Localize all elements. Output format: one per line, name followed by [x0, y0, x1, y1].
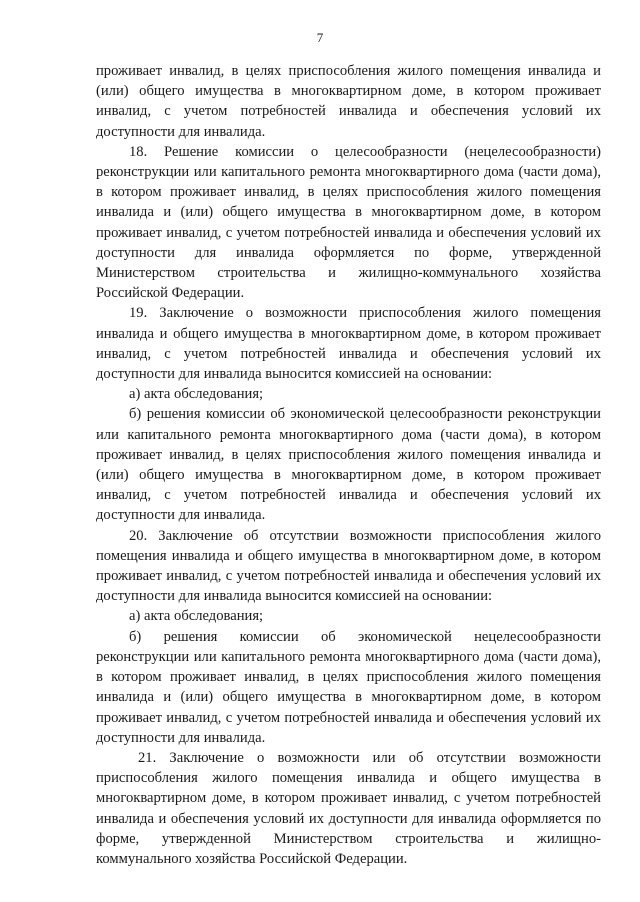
paragraph-item-18: 18. Решение комиссии о целесообразности (нецелесообразности) реконструкции или капитального ремонта многоквартирного дома (части дома), в котором проживает инвалид, в целях приспособления жилого помещения инвалида и (или) общего имущества в многоквартирном доме, в котором проживает инвалид, с учетом потребностей инвалида и обеспечения условий их доступности для инвалида оформляется по форме, утвержденной Министерством строительства и жилищно-коммунального хозяйства Российской Федерации. [96, 143, 601, 302]
document-body [96, 61, 601, 869]
paragraph-item-20-b: б) решения комиссии об экономической нецелесообразности реконструкции или капитального ремонта многоквартирного дома (части дома), в котором проживает инвалид, в целях приспособления жилого помещения инвалида и (или) общего имущества в многоквартирном доме, в котором проживает инвалид, с учетом потребностей инвалида и обеспечения условий их доступности для инвалида. [96, 628, 601, 746]
paragraph-item-19-a: а) акта обследования; [129, 386, 264, 403]
paragraph-item-19-b: б) решения комиссии об экономической целесообразности реконструкции или капитального ремонта многоквартирного дома (части дома), в котором проживает инвалид, в целях приспособления жилого помещения инвалида и (или) общего имущества в многоквартирном доме, в котором проживает инвалид, с учетом потребностей инвалида и обеспечения условий их доступности для инвалида. [96, 406, 601, 524]
paragraph-item-21: 21. Заключение о возможности или об отсутствии возможности приспособления жилого помещения инвалида и общего имущества в многоквартирном доме, в котором проживает инвалид, с учетом потребностей инвалида и обеспечения условий их доступности для инвалида оформляется по форме, утвержденной Министерством строительства и жилищно-коммунального хозяйства Российской Федерации. [96, 749, 601, 867]
page-number: 7 [316, 30, 324, 45]
paragraph-item-19: 19. Заключение о возможности приспособления жилого помещения инвалида и общего имущества в многоквартирном доме, в котором проживает инвалид, с учетом потребностей инвалида и обеспечения условий их доступности для инвалида выносится комиссией на основании: [96, 305, 601, 383]
paragraph-item-20: 20. Заключение об отсутствии возможности приспособления жилого помещения инвалида и общего имущества в многоквартирном доме, в котором проживает инвалид, с учетом потребностей инвалида и обеспечения условий их доступности для инвалида выносится комиссией на основании: [96, 527, 601, 605]
paragraph-continuation: проживает инвалид, в целях приспособления жилого помещения инвалида и (или) общего имущества в многоквартирном доме, в котором проживает инвалид, с учетом потребностей инвалида и обеспечения условий их доступности для инвалида. [96, 63, 601, 140]
paragraph-item-20-a: а) акта обследования; [129, 608, 264, 625]
